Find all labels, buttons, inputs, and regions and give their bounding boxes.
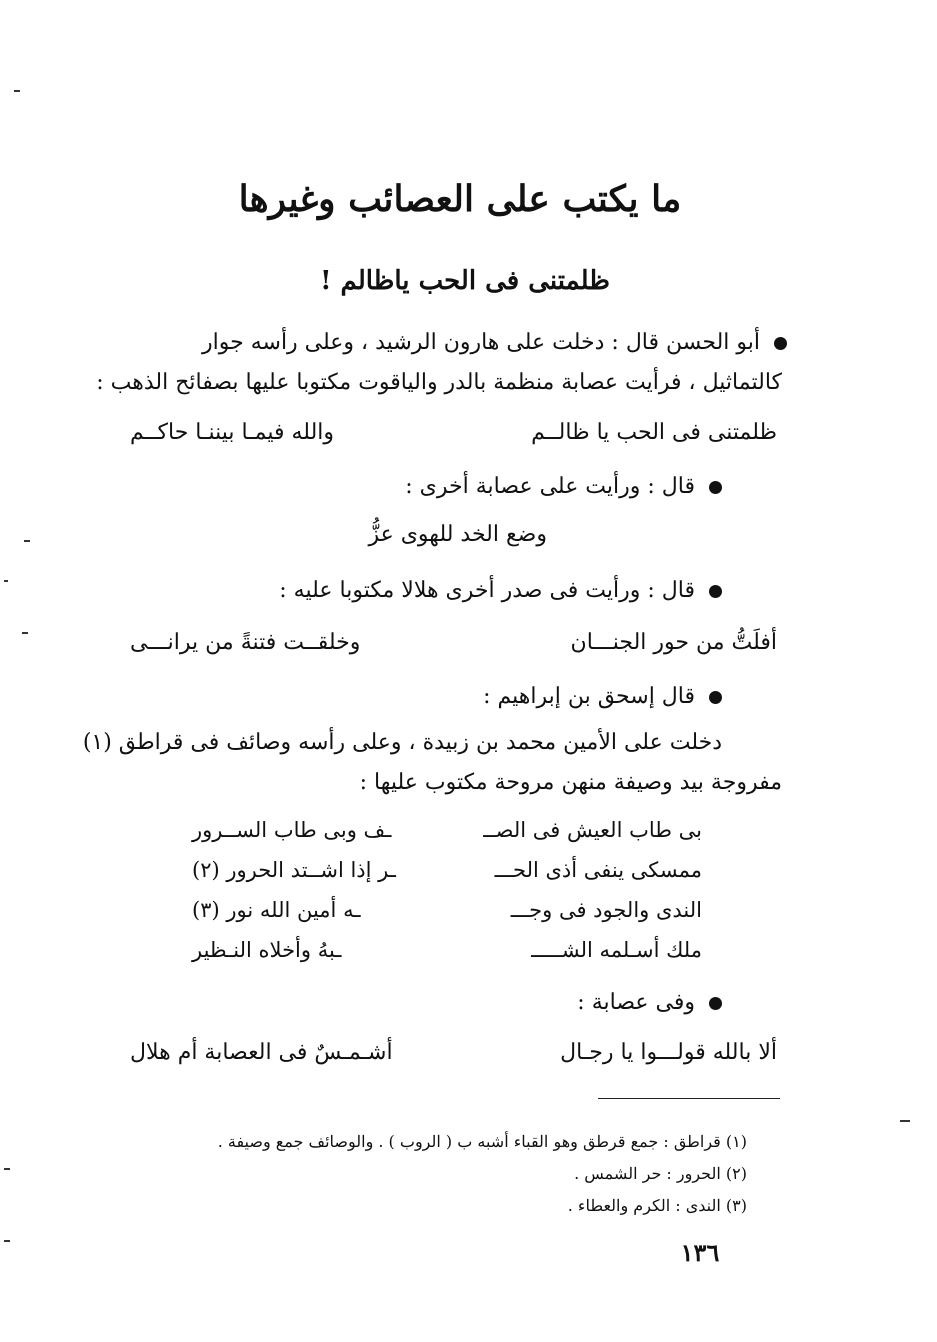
verse-1	[130, 420, 777, 445]
paragraph-1-line-2: كالتماثيل ، فرأيت عصابة منظمة بالدر والياقوت مكتوبا عليها بصفائح الذهب :	[96, 370, 782, 395]
paragraph-2: قال : ورأيت على عصابة أخرى :	[405, 474, 722, 499]
scan-speck	[4, 580, 8, 582]
paragraph-6: وفى عصابة :	[577, 990, 722, 1015]
bullet-icon	[709, 691, 722, 704]
paragraph-3: قال : ورأيت فى صدر أخرى هلالا مكتوبا عليه :	[279, 578, 722, 603]
poem-line-2-right: ممسكى ينفى أذى الحـــ	[494, 858, 702, 882]
footnote-3: (٣) الندى : الكرم والعطاء .	[567, 1196, 747, 1215]
bullet-icon	[774, 337, 787, 350]
scan-speck	[4, 1240, 10, 1242]
footnote-2: (٢) الحرور : حر الشمس .	[574, 1164, 747, 1183]
paragraph-5-line-2: مفروجة بيد وصيفة منهن مروحة مكتوب عليها :	[359, 770, 782, 795]
verse-4	[130, 1040, 777, 1065]
poem-line-4-left: ـبهُ وأخلاه النـظير	[192, 938, 342, 962]
poem-line-1-left: ـف وبى طاب الســرور	[192, 818, 392, 842]
page-title: ما يكتب على العصائب وغيرها	[238, 178, 682, 220]
verse-3-hemistich-1: أفلَتُّ من حور الجنـــان	[570, 630, 777, 655]
scan-speck	[14, 90, 20, 92]
verse-1-hemistich-1: ظلمتنى فى الحب يا ظالــم	[531, 420, 777, 445]
section-subtitle: ظلمتنى فى الحب ياظالم !	[320, 266, 610, 296]
verse-3-hemistich-2: وخلقــت فتنةً من يرانـــى	[130, 630, 361, 655]
poem-line-2	[192, 858, 702, 882]
verse-4-hemistich-2: أشـمـسٌ فى العصابة أم هلال	[130, 1040, 393, 1065]
poem-line-3-right: الندى والجود فى وجـــ	[510, 898, 702, 922]
paragraph-1-line-1: أبو الحسن قال : دخلت على هارون الرشيد ، وعلى رأسه جوار	[202, 330, 787, 355]
paragraph-4: قال إسحق بن إبراهيم :	[483, 684, 722, 709]
scan-speck	[900, 1120, 910, 1122]
poem-line-4	[192, 938, 702, 962]
verse-2: وضع الخد للهوى عزُّ	[368, 522, 547, 547]
poem-line-4-right: ملك أسـلمه الشـــــ	[531, 938, 702, 962]
footnote-1: (١) قراطق : جمع قرطق وهو القباء أشبه ب ( الروب ) . والوصائف جمع وصيفة .	[217, 1132, 747, 1151]
bullet-icon	[709, 481, 722, 494]
page-number: ١٣٦	[680, 1238, 720, 1267]
verse-3	[130, 630, 777, 655]
paragraph-5-line-1: دخلت على الأمين محمد بن زبيدة ، وعلى رأسه وصائف فى قراطق (١)	[82, 730, 722, 755]
poem-line-3	[192, 898, 702, 922]
bullet-icon	[709, 997, 722, 1010]
scan-speck	[22, 632, 28, 634]
poem-line-1	[192, 818, 702, 842]
footnote-divider	[598, 1098, 780, 1099]
verse-1-hemistich-2: والله فيمـا بيننـا حاكــم	[130, 420, 335, 445]
scan-speck	[24, 540, 30, 542]
poem-line-2-left: ـر إذا اشــتد الحرور (٢)	[192, 858, 396, 882]
scan-speck	[4, 1168, 10, 1170]
poem-line-1-right: بى طاب العيش فى الصــ	[483, 818, 702, 842]
poem-line-3-left: ـه أمين الله نور (٣)	[192, 898, 361, 922]
bullet-icon	[709, 585, 722, 598]
verse-4-hemistich-1: ألا بالله قولـــوا يا رجـال	[560, 1040, 777, 1065]
